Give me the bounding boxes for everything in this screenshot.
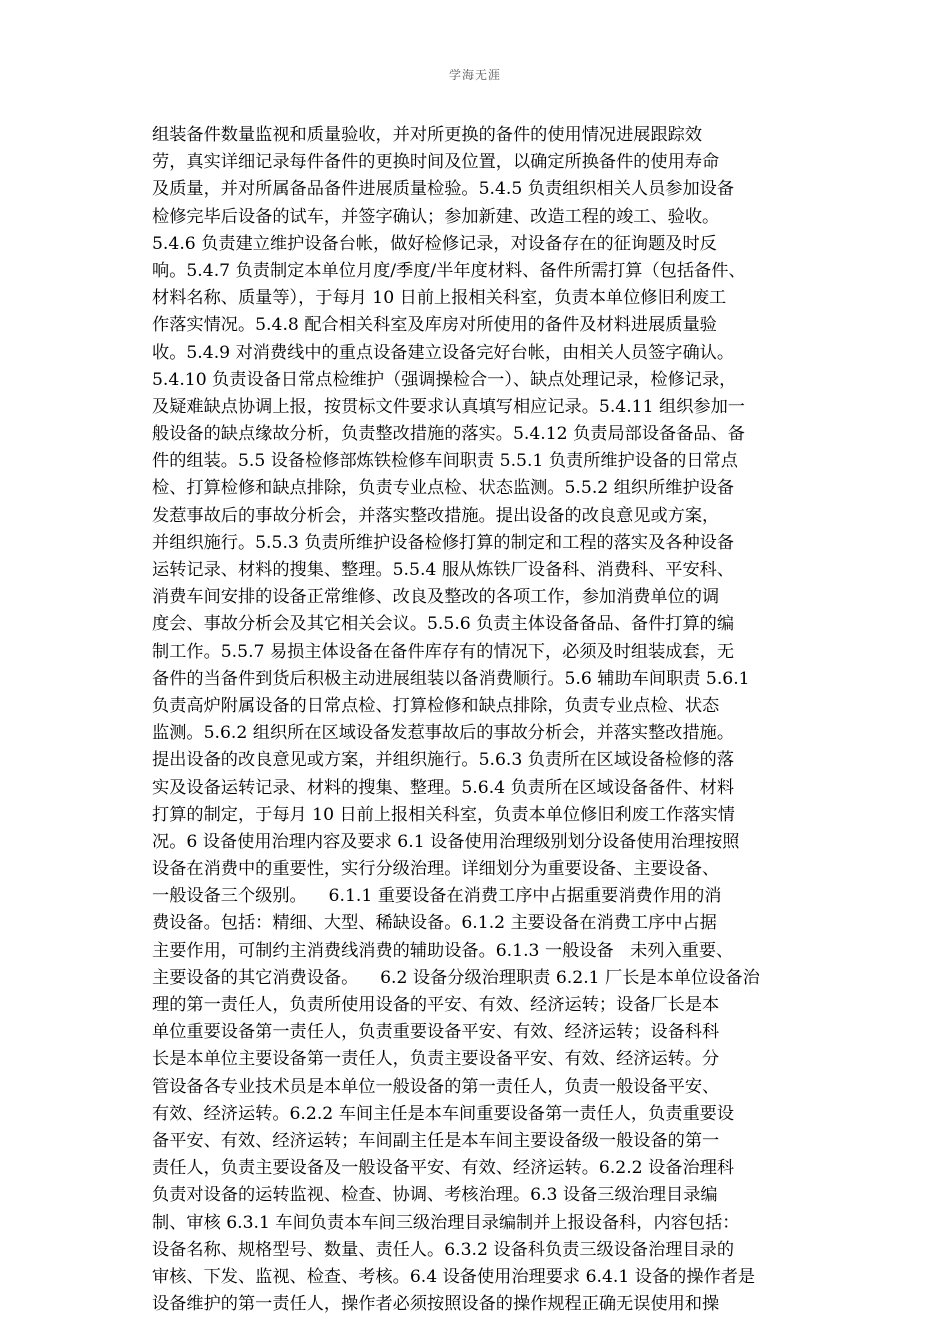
text-line: 检修完毕后设备的试车，并签字确认；参加新建、改造工程的竣工、验收。 bbox=[152, 206, 720, 227]
text-line: 5.4.6 负责建立维护设备台帐，做好检修记录，对设备存在的征询题及时反 bbox=[152, 233, 717, 254]
body-text bbox=[152, 122, 800, 1318]
text-line: 运转记录、材料的搜集、整理。5.5.4 服从炼铁厂设备科、消费科、平安科、 bbox=[152, 560, 735, 580]
text-line: 监测。5.6.2 组织所在区域设备发惹事故后的事故分析会，并落实整改措施。 bbox=[152, 723, 735, 744]
text-line: 组装备件数量监视和质量验收，并对所更换的备件的使用情况进展跟踪效 bbox=[152, 125, 703, 145]
text-line: 单位重要设备第一责任人，负责重要设备平安、有效、经济运转；设备科科 bbox=[152, 1022, 720, 1043]
text-line: 5.4.10 负责设备日常点检维护（强调操检合一）、缺点处理记录，检修记录， bbox=[152, 369, 737, 390]
text-line: 费设备。包括：精细、大型、稀缺设备。6.1.2 主要设备在消费工序中占据 bbox=[152, 913, 717, 934]
text-line: 设备在消费中的重要性，实行分级治理。详细划分为重要设备、主要设备、 bbox=[152, 859, 720, 880]
text-line: 响。5.4.7 负责制定本单位月度/季度/半年度材料、备件所需打算（包括备件、 bbox=[152, 260, 746, 281]
text-line: 设备名称、规格型号、数量、责任人。6.3.2 设备科负责三级设备治理目录的 bbox=[152, 1239, 735, 1260]
text-line: 检、打算检修和缺点排除，负责专业点检、状态监测。5.5.2 组织所维护设备 bbox=[152, 478, 735, 499]
text-line: 提出设备的改良意见或方案，并组织施行。5.6.3 负责所在区域设备检修的落 bbox=[152, 750, 735, 771]
text-line: 收。5.4.9 对消费线中的重点设备建立设备完好台帐，由相关人员签字确认。 bbox=[152, 342, 735, 363]
text-line: 设备维护的第一责任人，操作者必须按照设备的操作规程正确无误使用和操 bbox=[152, 1294, 720, 1315]
text-line: 制工作。5.5.7 易损主体设备在备件库存有的情况下，必须及时组装成套，无 bbox=[152, 641, 735, 662]
text-line: 件的组装。5.5 设备检修部炼铁检修车间职责 5.5.1 负责所维护设备的日常点 bbox=[152, 451, 738, 472]
text-line: 责任人，负责主要设备及一般设备平安、有效、经济运转。6.2.2 设备治理科 bbox=[152, 1158, 735, 1179]
text-line: 一般设备三个级别。 6.1.1 重要设备在消费工序中占据重要消费作用的消 bbox=[152, 886, 722, 907]
text-line: 理的第一责任人，负责所使用设备的平安、有效、经济运转；设备厂长是本 bbox=[152, 995, 720, 1015]
text-line: 管设备各专业技术员是本单位一般设备的第一责任人，负责一般设备平安、 bbox=[152, 1076, 720, 1097]
text-line: 负责高炉附属设备的日常点检、打算检修和缺点排除，负责专业点检、状态 bbox=[152, 695, 720, 716]
text-line: 般设备的缺点缘故分析，负责整改措施的落实。5.4.12 负责局部设备备品、备 bbox=[152, 424, 745, 445]
text-line: 及质量，并对所属备品备件进展质量检验。5.4.5 负责组织相关人员参加设备 bbox=[152, 179, 735, 200]
text-line: 负责对设备的运转监视、检查、协调、考核治理。6.3 设备三级治理目录编 bbox=[152, 1185, 718, 1206]
text-line: 实及设备运转记录、材料的搜集、整理。5.6.4 负责所在区域设备备件、材料 bbox=[152, 777, 735, 798]
page-header: 学海无涯 bbox=[448, 68, 501, 82]
text-line: 并组织施行。5.5.3 负责所维护设备检修打算的制定和工程的落实及各种设备 bbox=[152, 532, 735, 553]
text-line: 消费车间安排的设备正常维修、改良及整改的各项工作，参加消费单位的调 bbox=[152, 587, 720, 608]
text-line: 制、审核 6.3.1 车间负责本车间三级治理目录编制并上报设备科，内容包括： bbox=[152, 1212, 740, 1233]
text-line: 及疑难缺点协调上报，按贯标文件要求认真填写相应记录。5.4.11 组织参加一 bbox=[152, 396, 745, 417]
text-line: 主要设备的其它消费设备。 6.2 设备分级治理职责 6.2.1 厂长是本单位设备治 bbox=[152, 967, 760, 988]
text-line: 打算的制定，于每月 10 日前上报相关科室，负责本单位修旧利废工作落实情 bbox=[152, 804, 735, 825]
text-line: 度会、事故分析会及其它相关会议。5.5.6 负责主体设备备品、备件打算的编 bbox=[152, 614, 735, 635]
text-line: 主要作用，可制约主消费线消费的辅助设备。6.1.3 一般设备 未列入重要、 bbox=[152, 940, 734, 961]
text-line: 材料名称、质量等），于每月 10 日前上报相关科室，负责本单位修旧利废工 bbox=[152, 288, 727, 309]
text-line: 备平安、有效、经济运转；车间副主任是本车间主要设备级一般设备的第一 bbox=[152, 1130, 720, 1151]
text-line: 长是本单位主要设备第一责任人，负责主要设备平安、有效、经济运转。分 bbox=[152, 1049, 720, 1070]
text-line: 发惹事故后的事故分析会，并落实整改措施。提出设备的改良意见或方案， bbox=[152, 505, 720, 526]
text-line: 作落实情况。5.4.8 配合相关科室及库房对所使用的备件及材料进展质量验 bbox=[152, 315, 717, 336]
text-line: 况。6 设备使用治理内容及要求 6.1 设备使用治理级别划分设备使用治理按照 bbox=[152, 831, 740, 852]
text-line: 有效、经济运转。6.2.2 车间主任是本车间重要设备第一责任人，负责重要设 bbox=[152, 1103, 735, 1124]
text-line: 备件的当备件到货后积极主动进展组装以备消费顺行。5.6 辅助车间职责 5.6.1 bbox=[152, 668, 750, 689]
text-line: 劳，真实详细记录每件备件的更换时间及位置，以确定所换备件的使用寿命 bbox=[152, 152, 720, 173]
text-line: 审核、下发、监视、检查、考核。6.4 设备使用治理要求 6.4.1 设备的操作者是 bbox=[152, 1266, 756, 1287]
